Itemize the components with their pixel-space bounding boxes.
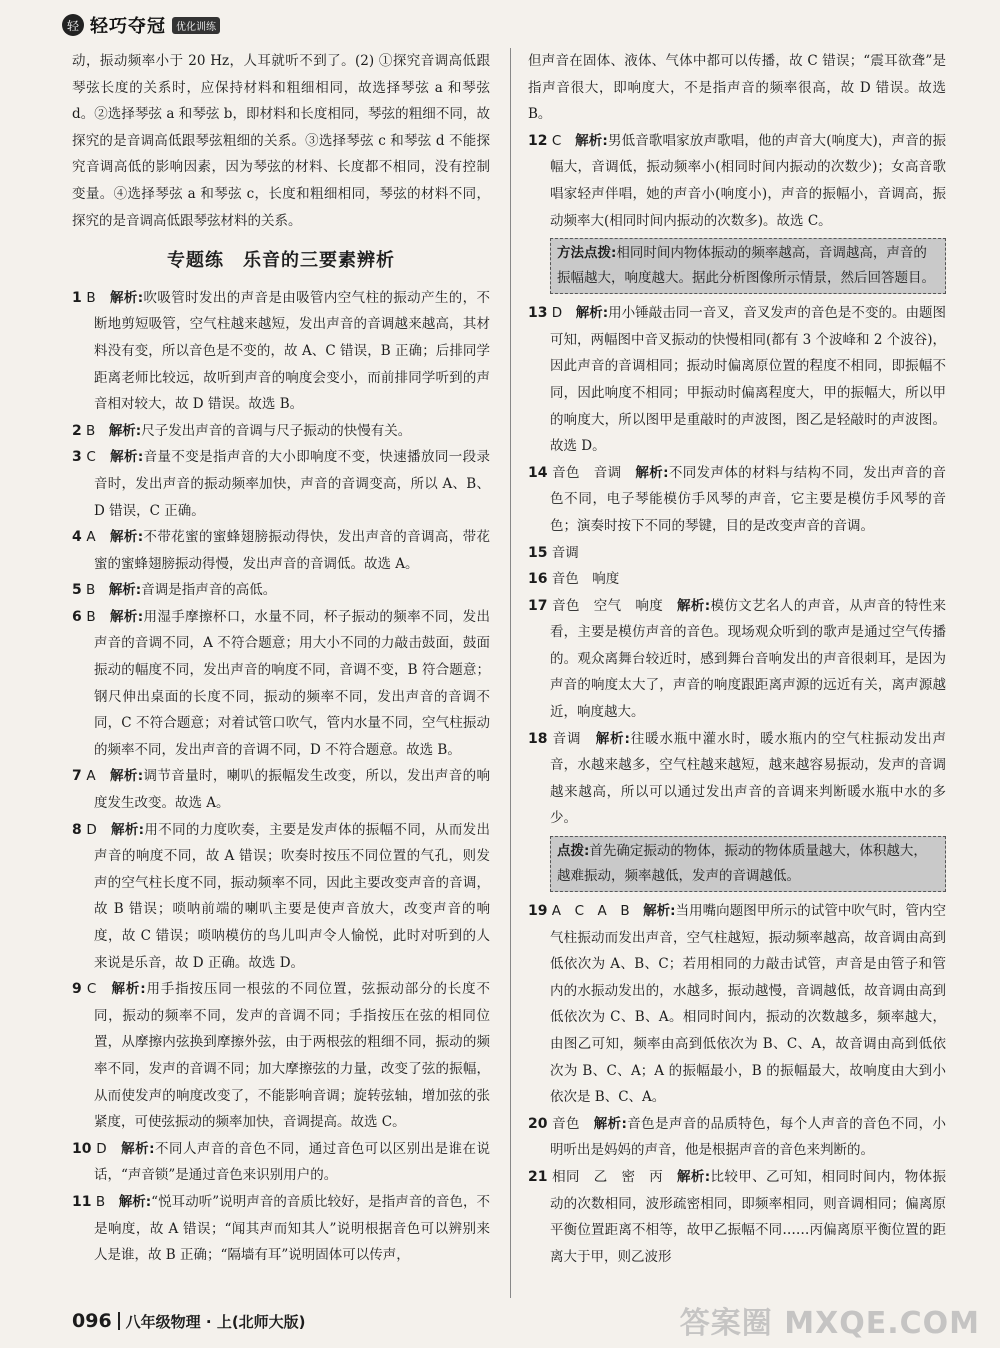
logo-badge: 轻: [62, 14, 84, 36]
analysis-label: 解析:: [121, 1140, 155, 1157]
answer-choice: C: [86, 981, 97, 998]
site-watermark: 答案圈 MXQE.COM: [679, 1306, 980, 1341]
answer-choice: 音色 音调: [552, 464, 622, 481]
answer-choice: 音调: [552, 730, 582, 747]
analysis-label: 解析:: [635, 464, 669, 481]
answer-item: [72, 285, 490, 418]
answer-number: 16: [528, 571, 548, 588]
answer-item: [528, 1111, 946, 1164]
analysis-label: 解析:: [677, 597, 711, 614]
page-header: [62, 8, 220, 42]
answer-item: [528, 460, 946, 540]
method-tip-box: [550, 238, 946, 294]
analysis-text: 模仿文艺名人的声音，从声音的特性来看，主要是模仿声音的音色。现场观众听到的歌声是通过空气传播的。观众离舞台较近时，感到舞台音响发出的声音很刺耳，是因为声音的响度太大了，声音的响度跟距离声源的远近有关，离声源越近，响度越大。: [550, 597, 947, 721]
column-divider: [510, 48, 511, 1298]
answer-choice: C: [86, 449, 96, 466]
analysis-label: 解析:: [677, 1168, 711, 1185]
right-answer-list-b: [528, 300, 946, 832]
analysis-text: 不带花蜜的蜜蜂翅膀振动得快，发出声音的音调高，带花蜜的蜜蜂翅膀振动得慢，发出声音的音调低。故选 A。: [94, 529, 491, 572]
answer-number: 11: [72, 1193, 92, 1210]
answer-number: 12: [528, 132, 548, 149]
answer-item: [528, 566, 946, 593]
right-column: [528, 48, 946, 1270]
method-tip-text: 相同时间内物体振动的频率越高，音调越高，声音的振幅越大，响度越大。据此分析图像所示情景，然后回答题目。: [557, 245, 935, 287]
answer-item: [528, 726, 946, 832]
book-logo-sub: 优化训练: [172, 17, 220, 34]
answer-item: [528, 898, 946, 1111]
analysis-label: 解析:: [109, 529, 144, 546]
intro-paragraph: 动，振动频率小于 20 Hz，人耳就听不到了。(2) ①探究音调高低跟琴弦长度的关系时，应保持材料和粗细相同，故选择琴弦 a 和琴弦 d。②选择琴弦 a 和琴弦 b，即材料和长度相同，琴弦的粗细不同，故探究的是音调高低跟琴弦粗细的关系。③选择琴弦 c 和琴弦 d 不能探究音调高低的影响因素，因为琴弦的材料、长度都不相同，没有控制变量。④选择琴弦 a 和琴弦 c，长度和粗细相同，琴弦的材料不同，探究的是音调高低跟琴弦材料的关系。: [72, 53, 490, 229]
analysis-text: 当用嘴向题图甲所示的试管中吹气时，管内空气柱振动而发出声音，空气柱越短，振动频率越高，故音调由高到低依次为 A、B、C；若用相同的力敲击试管，声音是由管子和管内的水振动发出的，水越多，振动越慢，音调越低，故音调由高到低依次为 C、B、A。相同时间内，振动的次数越多，频率越大，由图乙可知，频率由高到低依次为 B、C、A，故音调由高到低依次为 B、C、A；A 的振幅最小，B 的振幅最大，故响度由大到小依次是 B、C、A。: [550, 903, 947, 1106]
right-answer-list-c: [528, 898, 946, 1270]
analysis-text: 用湿手摩擦杯口，水量不同，杯子振动的频率不同，发出声音的音调不同，A 不符合题意；用大小不同的力敲击鼓面，鼓面振动的幅度不同，发出声音的响度不同，音调不变，B 符合题意；钢尺伸出桌面的长度不同，振动的频率不同，发出声音的音调不同，C 不符合题意；对着试管口吹气，管内水量不同，空气柱振动的频率不同，发出声音的音调不同，D 不符合题意。故选 B。: [94, 608, 491, 758]
answer-number: 3: [72, 449, 82, 466]
answer-choice: B: [86, 608, 96, 625]
answer-choice: 音色 空气 响度: [552, 597, 664, 614]
answer-number: 14: [528, 464, 548, 481]
answer-item: [72, 604, 490, 764]
analysis-text: 音量不变是指声音的大小即响度不变，快速播放同一段录音时，发出声音的振动频率加快，声音的音调变高，所以 A、B、D 错误，C 正确。: [94, 449, 491, 519]
answer-item: [72, 1136, 490, 1189]
method-tip-label: 方法点拨:: [557, 245, 617, 262]
analysis-label: 解析:: [108, 422, 142, 439]
answer-choice: B: [86, 289, 96, 306]
answer-number: 9: [72, 981, 82, 998]
answer-choice: D: [86, 821, 97, 838]
answer-number: 5: [72, 582, 82, 599]
analysis-label: 解析:: [118, 1193, 152, 1210]
answer-item: [72, 418, 490, 445]
analysis-text: 吹吸管时发出的声音是由吸管内空气柱的振动产生的，不断地剪短吸管，空气柱越来越短，发出声音的音调越来越高，其材料没有变，所以音色是不变的，故 A、C 错误，B 正确；后排同学距离老师比较远，故听到声音的响度会变小，而前排同学听到的声音相对较大，故 D 错误。故选 B。: [94, 289, 491, 413]
book-title: 八年级物理 · 上(北师大版): [125, 1312, 306, 1331]
analysis-label: 解析:: [111, 981, 146, 998]
analysis-label: 解析:: [593, 1115, 627, 1132]
answer-number: 20: [528, 1115, 548, 1132]
answer-choice: D: [96, 1140, 107, 1157]
analysis-label: 解析:: [108, 582, 142, 599]
answer-choice: B: [95, 1193, 106, 1210]
left-answer-list: [72, 285, 490, 1269]
analysis-text: 尺子发出声音的音调与尺子振动的快慢有关。: [141, 422, 412, 439]
page-number: 096: [72, 1310, 112, 1332]
answer-number: 1: [72, 289, 82, 306]
answer-choice: A: [86, 529, 96, 546]
analysis-label: 解析:: [110, 821, 145, 838]
answer-choice: B: [86, 582, 96, 599]
answer-item: [528, 593, 946, 726]
answer-number: 19: [528, 903, 548, 920]
answer-choice: 音色: [552, 1115, 580, 1132]
answer-number: 4: [72, 529, 82, 546]
answer-number: 13: [528, 305, 548, 322]
section-title: 专题练 乐音的三要素辨析: [167, 250, 395, 272]
page-footer: [72, 1310, 306, 1332]
analysis-label: 解析:: [595, 730, 630, 747]
analysis-text: 用小锤敲击同一音叉，音叉发声的音色是不变的。由题图可知，两幅图中音叉振动的快慢相同(都有 3 个波峰和 2 个波谷)，因此声音的音调相同；振动时偏离原位置的程度不相同，即振幅不同，因此响度不相同；甲振动时偏离程度大，甲的振幅大，所以甲的响度大，所以图甲是重敲时的声波图，图乙是轻敲时的声波图。故选 D。: [550, 305, 947, 455]
answer-number: 10: [72, 1140, 92, 1157]
analysis-text: 往暖水瓶中灌水时，暖水瓶内的空气柱振动发出声音，水越来越多，空气柱越来越短，越来越容易振动，发声的音调越来越高，所以可以通过发出声音的音调来判断暖水瓶中水的多少。: [550, 730, 947, 827]
answer-number: 21: [528, 1168, 548, 1185]
answer-item: [72, 763, 490, 816]
analysis-label: 解析:: [109, 768, 144, 785]
answer-choice: B: [86, 422, 96, 439]
answer-item: [72, 444, 490, 524]
answer-item: [72, 524, 490, 577]
answer-choice: 音调: [551, 544, 579, 561]
analysis-text: 音调是指声音的高低。: [141, 582, 277, 599]
analysis-text: 不同人声音的音色不同，通过音色可以区别出是谁在说话，“声音锁”是通过音色来识别用户的。: [94, 1140, 491, 1184]
analysis-label: 解析:: [109, 289, 144, 306]
answer-choice: C: [551, 132, 562, 149]
answer-number: 6: [72, 608, 82, 625]
analysis-label: 解析:: [575, 132, 608, 149]
analysis-text: 比较甲、乙可知，相同时间内，物体振动的次数相同，波形疏密相同，即频率相同，则音调相同；偏离原平衡位置距离不相等，故甲乙振幅不同……丙偏离原平衡位置的距离大于甲，则乙波形: [550, 1168, 947, 1265]
hint-tip-box: [550, 836, 946, 892]
right-intro-paragraph: 但声音在固体、液体、气体中都可以传播，故 C 错误；“震耳欲聋”是指声音很大，即响度大，不是指声音的频率很高，故 D 错误。故选 B。: [528, 53, 946, 123]
answer-number: 8: [72, 821, 82, 838]
left-column: [72, 48, 490, 1269]
analysis-label: 解析:: [643, 903, 676, 920]
answer-item: [528, 300, 946, 460]
analysis-label: 解析:: [110, 449, 144, 466]
answer-item: [72, 577, 490, 604]
answer-item: [528, 540, 946, 567]
analysis-label: 解析:: [109, 608, 144, 625]
right-answer-list-a: [528, 128, 946, 234]
analysis-label: 解析:: [575, 305, 609, 322]
analysis-text: “悦耳动听”说明声音的音质比较好，是指声音的音色，不是响度，故 A 错误；“闻其声而知其人”说明根据音色可以辨别来人是谁，故 B 正确；“隔墙有耳”说明固体可以传声，: [94, 1193, 491, 1264]
analysis-text: 男低音歌唱家放声歌唱，他的声音大(响度大)，声音的振幅大，音调低，振动频率小(相同时间内振动的次数少)；女高音歌唱家轻声伴唱，她的声音小(响度小)，声音的振幅小，音调高，振动频率大(相同时间内振动的次数多)。故选 C。: [550, 132, 946, 229]
answer-number: 17: [528, 597, 548, 614]
answer-number: 7: [72, 768, 82, 785]
analysis-text: 不同发声体的材料与结构不同，发出声音的音色不同，电子琴能模仿手风琴的声音，它主要是模仿手风琴的音色；演奏时按下不同的琴键，目的是改变声音的音调。: [550, 464, 947, 534]
answer-number: 18: [528, 730, 548, 747]
answer-item: [528, 128, 946, 234]
analysis-text: 调节音量时，喇叭的振幅发生改变，所以，发出声音的响度发生改变。故选 A。: [94, 768, 491, 812]
answer-choice: 相同 乙 密 丙: [552, 1168, 664, 1185]
answer-number: 2: [72, 422, 82, 439]
answer-choice: A C A B: [551, 903, 630, 920]
analysis-text: 用手指按压同一根弦的不同位置，弦振动部分的长度不同，振动的频率不同，发声的音调不同；手指按压在弦的相同位置，从摩擦内弦换到摩擦外弦，由于两根弦的粗细不同，振动的频率不同，发声的音调不同；加大摩擦弦的力量，改变了弦的振幅，从而使发声的响度改变了，不能影响音调；旋转弦轴，增加弦的张紧度，可使弦振动的频率加快，音调提高。故选 C。: [94, 981, 491, 1131]
answer-item: [72, 817, 490, 977]
answer-item: [72, 976, 490, 1136]
hint-tip-label: 点拨:: [557, 843, 590, 860]
answer-item: [72, 1189, 490, 1269]
analysis-text: 音色是声音的品质特色，每个人声音的音色不同，小明听出是妈妈的声音，他是根据声音的音色来判断的。: [550, 1115, 947, 1159]
footer-divider: [118, 1312, 120, 1330]
answer-choice: 音色 响度: [551, 571, 620, 588]
hint-tip-text: 首先确定振动的物体，振动的物体质量越大，体积越大，越难振动，频率越低，发声的音调越低。: [557, 843, 927, 885]
answer-item: [528, 1164, 946, 1270]
answer-number: 15: [528, 544, 548, 561]
answer-choice: D: [551, 305, 563, 322]
book-logo: 轻巧夺冠: [90, 16, 166, 37]
answer-choice: A: [86, 768, 96, 785]
analysis-text: 用不同的力度吹奏，主要是发声体的振幅不同，从而发出声音的响度不同，故 A 错误；吹奏时按压不同位置的气孔，则发声的空气柱长度不同，振动频率不同，因此主要改变声音的音调，故 B 错误；唢呐前端的喇叭主要是使声音放大，改变声音的响度，故 C 错误；唢呐模仿的鸟儿叫声令人愉悦，此时对听到的人来说是乐音，故 D 正确。故选 D。: [94, 821, 491, 971]
